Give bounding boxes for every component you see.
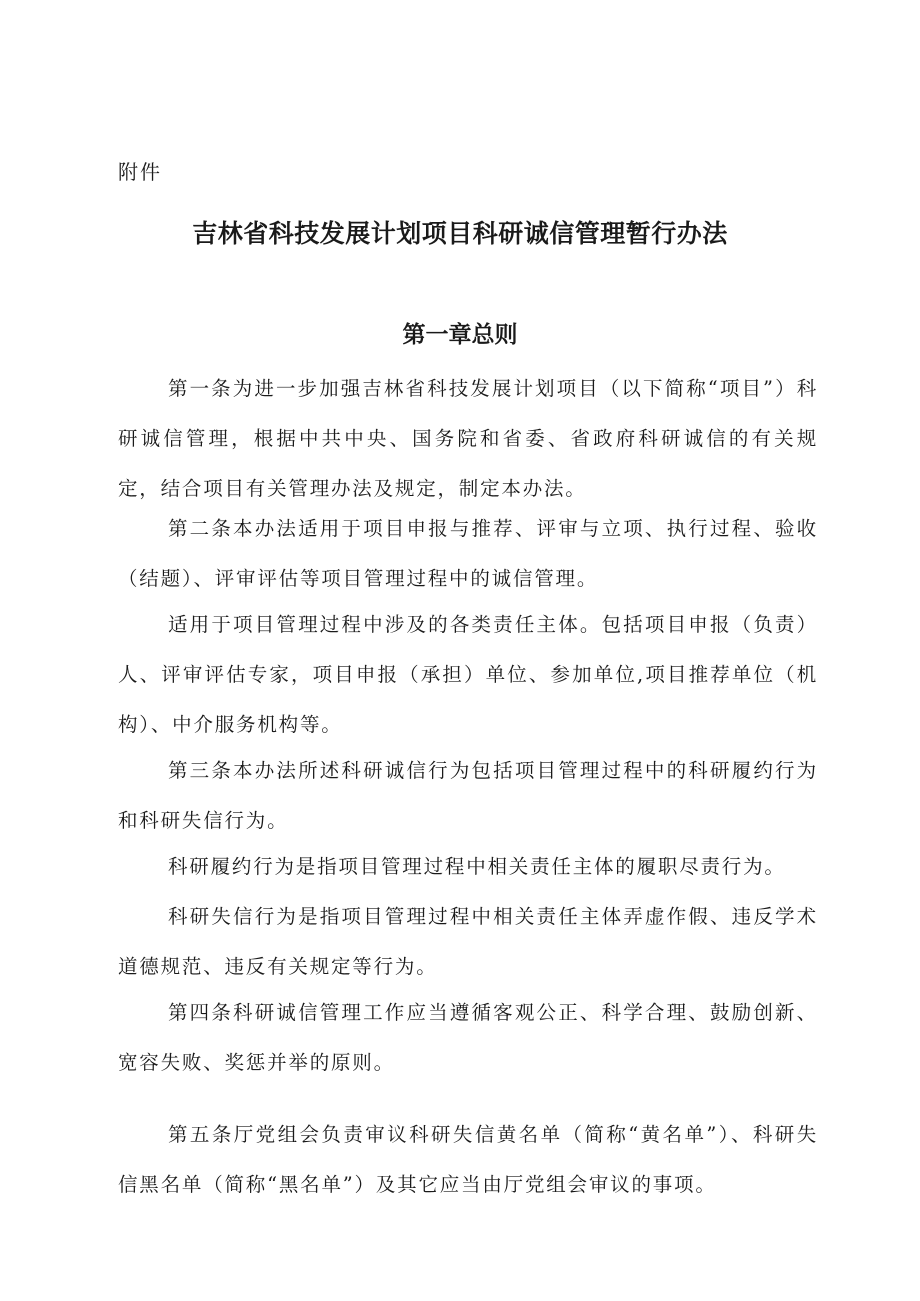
scope-paragraph: 适用于项目管理过程中涉及的各类责任主体。包括项目申报（负责）人、评审评估专家，项目申报（承担）单位、参加单位,项目推荐单位（机构）、中介服务机构等。: [118, 613, 818, 736]
article-3-paragraph: 第三条本办法所述科研诚信行为包括项目管理过程中的科研履约行为和科研失信行为。: [118, 759, 818, 832]
article-2-paragraph: 第二条本办法适用于项目申报与推荐、评审与立项、执行过程、验收（结题）、评审评估等项目管理过程中的诚信管理。: [118, 517, 818, 590]
dishonesty-definition-paragraph: 科研失信行为是指项目管理过程中相关责任主体弄虚作假、违反学术道德规范、违反有关规定等行为。: [118, 905, 818, 978]
document-title: 吉林省科技发展计划项目科研诚信管理暂行办法: [192, 219, 728, 248]
chapter-title: 第一章总则: [402, 322, 518, 348]
article-1-paragraph: 第一条为进一步加强吉林省科技发展计划项目（以下简称“项目”）科研诚信管理，根据中共中央、国务院和省委、省政府科研诚信的有关规定，结合项目有关管理办法及规定，制定本办法。: [118, 377, 818, 500]
article-4-paragraph: 第四条科研诚信管理工作应当遵循客观公正、科学合理、鼓励创新、宽容失败、奖惩并举的原则。: [118, 1001, 818, 1074]
article-5-paragraph: 第五条厅党组会负责审议科研失信黄名单（简称“黄名单”）、科研失信黑名单（简称“黑名单”）及其它应当由厅党组会审议的事项。: [118, 1123, 818, 1196]
attachment-label: 附件: [118, 160, 162, 184]
fulfillment-definition-paragraph: 科研履约行为是指项目管理过程中相关责任主体的履职尽责行为。: [168, 855, 786, 878]
